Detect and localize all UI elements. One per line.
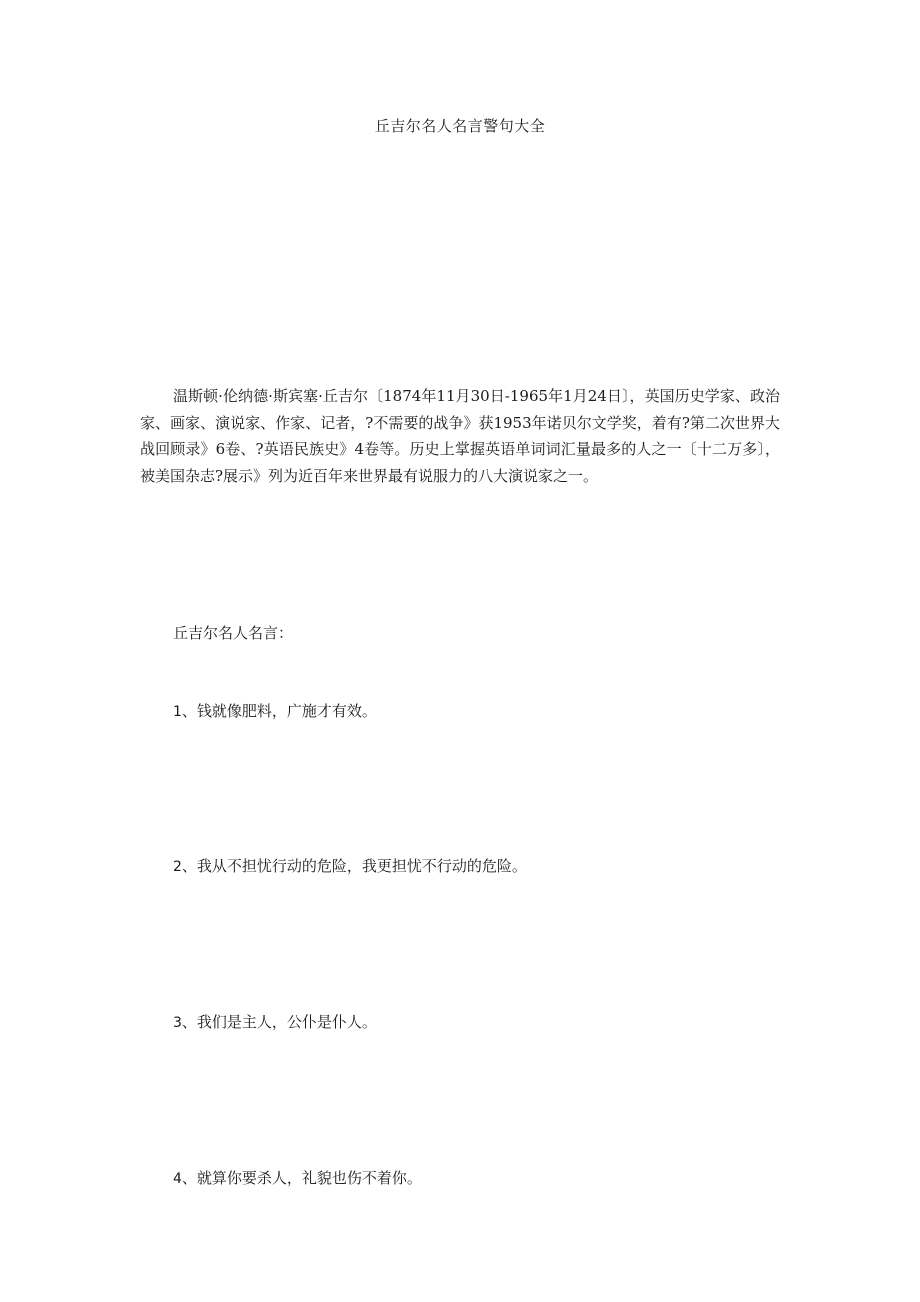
quote-item — [173, 1011, 377, 1034]
quote-text: 、就算你要杀人，礼貌也伤不着你。 — [181, 1169, 422, 1187]
biography-paragraph: 温斯顿·伦纳德·斯宾塞·丘吉尔〔1874年11月30日-1965年1月24日〕，英国历史学家、政治家、画家、演说家、作家、记者，?不需要的战争》获1953年诺贝尔文学奖，着有?第二次世界大战回顾录》6卷、?英语民族史》4卷等。历史上掌握英语单词词汇量最多的人之一〔十二万多〕，被美国杂志?展示》列为近百年来世界最有说服力的八大演说家之一。 — [140, 387, 780, 485]
page-title: 丘吉尔名人名言警句大全 — [374, 117, 546, 135]
quote-item — [173, 1167, 422, 1190]
quote-number: 4 — [173, 1171, 182, 1187]
quote-text: 、我从不担忧行动的危险，我更担忧不行动的危险。 — [181, 857, 527, 875]
quote-text: 、我们是主人，公仆是仆人。 — [181, 1013, 377, 1031]
quote-item — [173, 855, 527, 878]
quote-number: 3 — [173, 1015, 182, 1031]
quote-text: 、钱就像肥料，广施才有效。 — [181, 702, 377, 720]
quotes-heading: 丘吉尔名人名言： — [173, 624, 294, 642]
quote-item — [173, 700, 377, 723]
quote-number: 2 — [173, 859, 182, 875]
quote-number: 1 — [173, 704, 182, 720]
